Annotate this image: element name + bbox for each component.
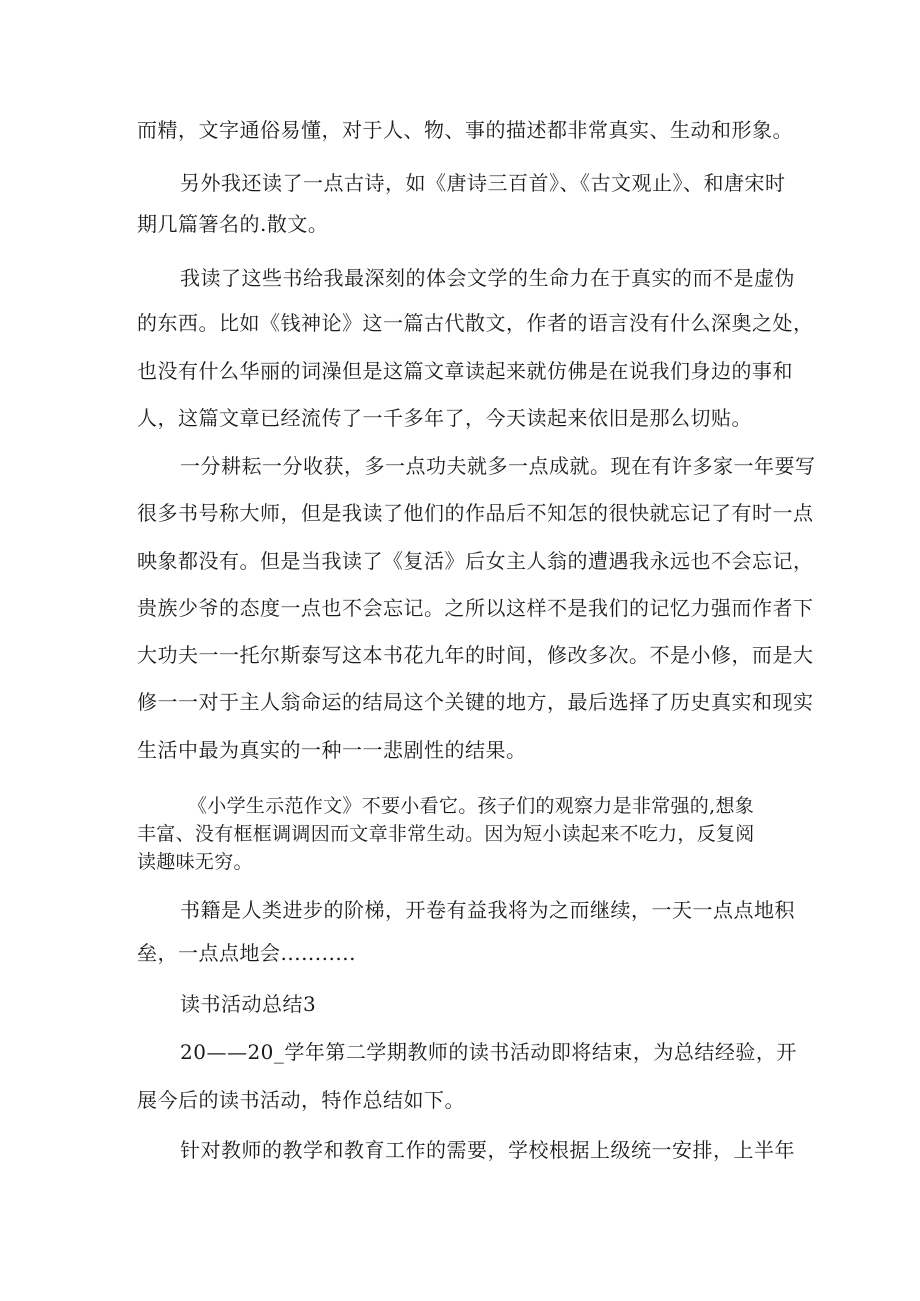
paragraph-7-line-1: 20——20_学年第二学期教师的读书活动即将结束，为总结经验，开 bbox=[180, 1040, 797, 1064]
paragraph-4-line-1: 一分耕耘一分收获，多一点功夫就多一点成就。现在有许多家一年要写 bbox=[180, 454, 816, 478]
paragraph-3-line-2: 的东西。比如《钱神论》这一篇古代散文，作者的语言没有什么深奥之处， bbox=[137, 311, 814, 335]
paragraph-5-line-3: 读趣味无穷。 bbox=[137, 851, 253, 873]
paragraph-3-line-4: 人，这篇文章已经流传了一千多年了，今天读起来依旧是那么切贴。 bbox=[137, 406, 752, 430]
paragraph-6-line-1: 书籍是人类进步的阶梯，开卷有益我将为之而继续，一天一点点地积 bbox=[180, 898, 795, 922]
paragraph-1-line-1: 而精，文字通俗易懂，对于人、物、事的描述都非常真实、生动和形象。 bbox=[137, 118, 793, 142]
paragraph-6-line-2: 垒，一点点地会........... bbox=[137, 941, 356, 965]
paragraph-2-line-1: 另外我还读了一点古诗，如《唐诗三百首》、《古文观止》、和唐宋时 bbox=[180, 171, 786, 195]
paragraph-5-line-1: 《小学生示范作文》不要小看它。孩子们的观察力是非常强的,想象 bbox=[188, 795, 755, 817]
paragraph-4-line-5: 大功夫一一托尔斯泰写这本书花九年的时间，修改多次。不是小修，而是大 bbox=[137, 643, 814, 667]
paragraph-7-line-2: 展今后的读书活动，特作总结如下。 bbox=[137, 1088, 465, 1112]
paragraph-4-line-7: 生活中最为真实的一种一一悲剧性的结果。 bbox=[137, 738, 527, 762]
paragraph-4-line-3: 映象都没有。但是当我读了《复活》后女主人翁的遭遇我永远也不会忘记， bbox=[137, 549, 814, 573]
paragraph-5-line-2: 丰富、没有框框调调因而文章非常生动。因为短小读起来不吃力，反复阅 bbox=[137, 823, 755, 845]
paragraph-8-line-1: 针对教师的教学和教育工作的需要，学校根据上级统一安排，上半年 bbox=[180, 1138, 795, 1162]
paragraph-4-line-4: 贵族少爷的态度一点也不会忘记。之所以这样不是我们的记忆力强而作者下 bbox=[137, 596, 814, 620]
paragraph-3-line-3: 也没有什么华丽的词澡但是这篇文章读起来就仿佛是在说我们身边的事和 bbox=[137, 359, 793, 383]
paragraph-2-line-2: 期几篇箸名的.散文。 bbox=[137, 212, 329, 236]
paragraph-4-line-6: 修一一对于主人翁命运的结局这个关键的地方，最后选择了历史真实和现实 bbox=[137, 690, 814, 714]
paragraph-3-line-1: 我读了这些书给我最深刻的体会文学的生命力在于真实的而不是虚伪 bbox=[180, 266, 795, 290]
paragraph-4-line-2: 很多书号称大师，但是我读了他们的作品后不知怎的很快就忘记了有时一点 bbox=[137, 501, 814, 525]
section-heading: 读书活动总结3 bbox=[180, 992, 317, 1016]
